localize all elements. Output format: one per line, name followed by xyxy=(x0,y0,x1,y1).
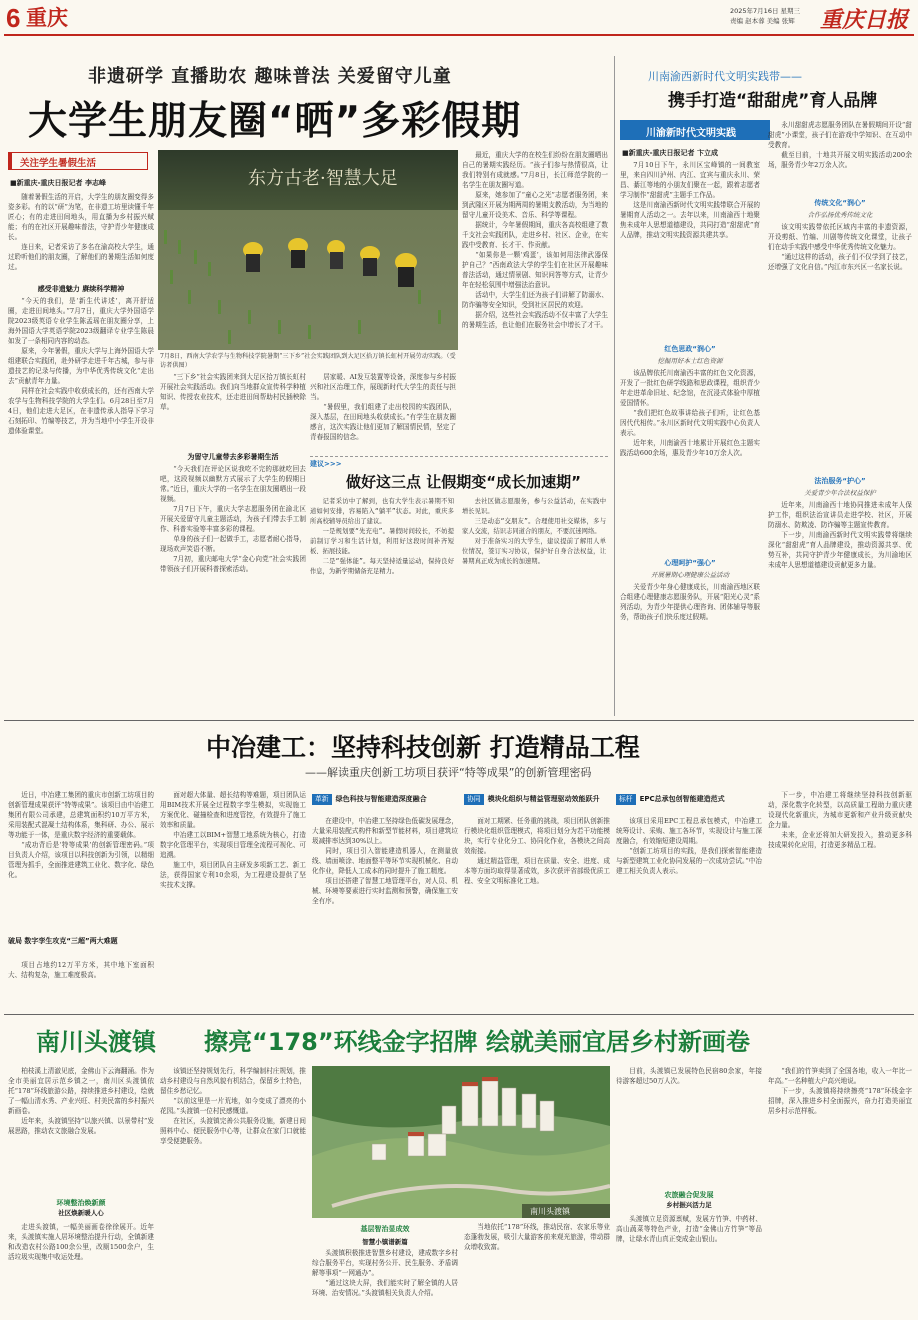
story3-col3-title: 绿色科技与智能建造深度融合 xyxy=(335,795,427,803)
page-number: 6 xyxy=(6,3,21,33)
paragraph: “暑假里，我们组建了走出校园的实践团队，深入基层，在田间地头收获成长。”有学生在朋友圈感言，这次实践让他们更加了解国情民情，坚定了青春报国的信念。 xyxy=(310,403,456,441)
paragraph: 永川甜甜虎志愿服务团队在暑假期间开设“甜甜虎”小课堂，孩子们在游戏中学知识、在互动中受教育。 xyxy=(768,121,912,149)
story2-col1 xyxy=(620,160,760,340)
story4-col4-sub2: 乡村振兴活力足 xyxy=(666,1201,712,1209)
paragraph: 面对超大体量、超长结构等难题，项目团队运用BIM技术开展全过程数字孪生模拟，实现施工方案优化、碰撞检查和进度管控，有效提升了施工效率和质量。 xyxy=(160,791,306,829)
paragraph: 面对工期紧、任务重的挑战，项目团队创新推行模块化组织管理模式，将项目划分为若干功能模块，实行专业化分工、协同化作业，各模块之间高效衔接。 xyxy=(464,817,610,855)
story2-label xyxy=(620,120,770,140)
paragraph: 该品牌依托川南渝西丰富的红色文化资源，开发了一批红色研学线路和思政课程，组织青少年走进革命旧址、纪念馆，在沉浸式体验中厚植爱国情怀。 xyxy=(620,369,760,407)
paragraph: 头渡镇立足资源禀赋，发展方竹笋、中药材、高山蔬菜等特色产业，打造“金佛山方竹笋”等品牌，让绿水青山真正变成金山银山。 xyxy=(616,1215,762,1243)
paragraph: 对于准备实习的大学生，建议提前了解用人单位情况，签订实习协议，保护好自身合法权益，让暑期真正成为成长的加速期。 xyxy=(462,538,606,565)
story1-col2-subhead: 为留守儿童带去多彩暑期生活 xyxy=(187,453,279,461)
story4-box-title: 基层智治显成效 xyxy=(360,1225,410,1233)
story4-col5a xyxy=(616,1214,762,1318)
paragraph: “我们的竹笋卖到了全国各地，收入一年比一年高。”一名种植大户高兴地说。 xyxy=(768,1067,912,1085)
story1-kicker: 非遗研学 直播助农 趣味普法 关爱留守儿童 xyxy=(88,66,452,87)
paragraph: 柏枝溪上清澈见底，金佛山下云海翻涌。作为全市美丽宜居示范乡镇之一，南川区头渡镇依托“178”环线旅游公路，持续推进乡村建设，绘就了一幅山清水秀、产业兴旺、村美民富的乡村振兴新画卷。 xyxy=(8,1067,154,1115)
newspaper-logo: 重庆日报 xyxy=(820,7,909,33)
story1-col1-subhead: 感受非遗魅力 赓续科学精神 xyxy=(37,285,125,293)
story4-box-sub: 智慧小镇谱新篇 xyxy=(362,1238,408,1246)
story1-byline: ■新重庆-重庆日报记者 李志峰 xyxy=(10,179,106,187)
story1-col3 xyxy=(310,372,456,452)
paragraph: 这是川南渝西新时代文明实践带联合开展的暑期育人活动之一。去年以来，川南渝西十地聚焦未成年人思想道德建设，共同打造“甜甜虎”育人品牌，推动文明实践资源共建共享。 xyxy=(620,201,760,239)
paragraph: 原来，今年暑假，重庆大学与上海外国语大学组建联合实践团，赴外研学走进千年古城，参与非遗技艺的记录与传播，为中华优秀传统文化“走出去”贡献青年力量。 xyxy=(8,347,154,385)
story4-col4-sub: 农旅融合促发展 xyxy=(664,1191,714,1199)
story2-sub3: 传统文化“润心” xyxy=(814,199,866,207)
story2-sub4-small: 关爱青少年合法权益保护 xyxy=(804,489,876,497)
story1-col4 xyxy=(462,150,608,446)
story2-byline: ■新重庆-重庆日报记者 卞立成 xyxy=(622,149,718,157)
date-line: 2025年7月16日 星期三 xyxy=(730,7,801,15)
paragraph: 近年来，川南渝西十地协同推进未成年人保护工作，组织法治宣讲员走进学校、社区，开展防溺水、防欺凌、防诈骗等主题宣传教育。 xyxy=(768,501,912,529)
commentary-label: 建议>>> xyxy=(310,460,342,468)
page-section-name: 重庆 xyxy=(26,6,68,30)
commentary-box xyxy=(310,456,608,714)
story3-col3-head xyxy=(312,790,458,805)
editors-line: 责编 赵本蓉 美编 张辉 xyxy=(730,17,795,25)
paragraph: 关爱青少年身心健康成长，川南渝西地区联合组建心理健康志愿服务队，开展“阳光心灵”系列活动，为青少年提供心理咨询、团体辅导等服务，帮助孩子们快乐度过假期。 xyxy=(620,583,760,621)
paragraph: 据介绍，这些社会实践活动不仅丰富了大学生的暑期生活，也让他们在服务社会中增长了才干。 xyxy=(462,311,608,329)
story2-col6 xyxy=(768,500,912,714)
story3-col6 xyxy=(768,790,912,1008)
story2-label-text: 川渝新时代文明实践 xyxy=(646,128,736,139)
paragraph: 项目还搭建了智慧工地管理平台，对人员、机械、环境等要素进行实时监测和预警，确保施工安全有序。 xyxy=(312,877,458,905)
paragraph: 当地依托“178”环线，推动民宿、农家乐等业态蓬勃发展，吸引大量游客前来观光旅游，带动群众增收致富。 xyxy=(464,1223,610,1251)
paragraph: 近年来，头渡镇坚持“以旅兴镇、以景带村”发展思路，推动农文旅融合发展。 xyxy=(8,1117,154,1135)
paragraph: 下一步，中冶建工将继续坚持科技创新驱动，深化数字化转型，以高质量工程助力重庆建设现代化新重庆，为城市更新和产业升级贡献央企力量。 xyxy=(768,791,912,829)
story1-col2 xyxy=(160,372,306,452)
tag-benchmark: 标杆 xyxy=(616,794,636,805)
story2-kicker: 川南渝西新时代文明实践带—— xyxy=(648,70,802,83)
story3-col2 xyxy=(160,790,306,1008)
story4-col1-sub: 环境整治焕新颜 xyxy=(56,1199,106,1207)
paragraph: “今天的我们，是‘新生代讲述’，离开舒适圈，走进田间地头。”7月7日，重庆大学外国语学院2023级英语专业学生陈孟瑶在朋友圈分享，上海外国语大学英语学院2023级翻译专业学生陈晨如发了一条相同内容的动态。 xyxy=(8,297,154,345)
paragraph: 随着暑假生活的开启，大学生的朋友圈变得多姿多彩。有的以“研”为笔，在非遗工坊里读懂千年匠心；有的走进田间地头，用直播为乡村振兴赋能；有的在社区开展趣味普法，守护青少年健康成长。 xyxy=(8,193,154,241)
paragraph: 活动中，大学生们还为孩子们讲解了防溺水、防诈骗等安全知识，受到社区居民的欢迎。 xyxy=(462,291,608,309)
paragraph: 最近，重庆大学的在校生们纷纷在朋友圈晒出自己的暑期实践经历。“孩子们参与热情很高，让我们特别有成就感。”7月8日，长江师范学院的一名学生在朋友圈写道。 xyxy=(462,151,608,189)
paragraph: 7月10日下午，永川区宝峰镇的一间教室里，来自四川泸州、内江、宜宾与重庆永川、荣昌、綦江等地的小朋友们聚在一起，跟着志愿者学习制作“甜甜虎”主题手工作品。 xyxy=(620,161,760,199)
paragraph: 走进头渡镇，一幅美丽画卷徐徐展开。近年来，头渡镇实施人居环境整治提升行动，全镇新建和改造农村公路100余公里，改厕1500余户，生活垃圾实现集中收运处理。 xyxy=(8,1223,154,1261)
story3-col1b xyxy=(8,960,154,1008)
paragraph: 去社区做志愿服务，参与公益活动，在实践中增长见识。 xyxy=(462,498,606,515)
story3-col3 xyxy=(312,816,458,1008)
story3-col5 xyxy=(616,816,762,1008)
paragraph: “以前这里是一片荒地，如今变成了漂亮的小花园。”头渡镇一位村民感慨道。 xyxy=(160,1097,306,1115)
story3-col5-title: EPC总承包创智能建造范式 xyxy=(639,795,725,803)
paragraph: 施工中，项目团队自主研发多项新工艺、新工法，获得国家专利10余项，为工程建设提供了坚实技术支撑。 xyxy=(160,861,306,889)
story4-box xyxy=(312,1222,458,1318)
paragraph: 二是“强体能”。每天坚持适量运动，保持良好作息，为新学期储备充足精力。 xyxy=(310,558,454,575)
paragraph: 居家暖、AI发互装置等设备，深度参与乡村振兴和社区治理工作，展现新时代大学生的责任与担当。 xyxy=(310,373,456,401)
story4-col3 xyxy=(312,1248,458,1318)
story1-photo-caption: 7月8日，西南大学农学与生物科技学院暑期“三下乡”社会实践团队到大足区拾万镇长虹村开展劳动实践。（受访者供图） xyxy=(160,353,456,369)
paragraph: 据统计，今年暑假期间，重庆各高校组建了数千支社会实践团队，走进乡村、社区、企业，在实践中受教育、长才干、作贡献。 xyxy=(462,221,608,249)
paragraph: “今天我们在评论区说我吃不完的那就吃回去吧，这段视频以幽默方式展示了大学生的假期日常。”近日，重庆大学的一名学生在朋友圈晒出一段视频。 xyxy=(160,465,306,503)
paragraph: 项目占地约12万平方米，其中地下室面积大、结构复杂，施工难度极高。 xyxy=(8,961,154,979)
paragraph: 在社区，头渡镇完善公共服务设施，新建日间照料中心、便民服务中心等，让群众在家门口就能享受便捷服务。 xyxy=(160,1117,306,1145)
story4-col1-sub2: 社区焕新暖人心 xyxy=(58,1209,104,1217)
masthead-rule xyxy=(4,34,914,36)
story4-photo xyxy=(312,1066,610,1218)
story2-col3 xyxy=(620,582,760,714)
story4-col1b xyxy=(8,1222,154,1318)
story2-sub2: 心理呵护“强心” xyxy=(664,559,716,567)
paragraph: 该镇还坚持规划先行，科学编制村庄规划，推动乡村建设与自然风貌有机结合，保留乡土特色，留住乡愁记忆。 xyxy=(160,1067,306,1095)
story3-col1-subhead-text: 破局 数字孪生攻克“三超”两大难题 xyxy=(8,937,118,945)
story2-sub2-small: 开展暑期心理健康公益活动 xyxy=(651,571,729,579)
divider xyxy=(614,56,615,716)
story3-col4 xyxy=(464,816,610,1008)
paragraph: 未来，企业还将加大研发投入，推动更多科技成果转化应用，打造更多精品工程。 xyxy=(768,831,912,849)
masthead xyxy=(0,0,918,38)
paragraph: 近日，中冶建工集团的重庆市创新工坊项目的创新管理成果获评“特等成果”。该项目由中冶建工集团有限公司承建，总建筑面积约10万平方米，采用装配式混凝土结构体系，集科研、办公、展示等功能于一体，是重庆数字经济的重要载体。 xyxy=(8,791,154,839)
town-photo xyxy=(312,1066,610,1218)
paragraph: “成功背后是‘特等成果’的创新管理密码。”项目负责人介绍，该项目以科技创新为引领，以精细管理为抓手，全面推进建筑工业化、数字化、绿色化。 xyxy=(8,841,154,879)
story2-col5 xyxy=(768,222,912,472)
story2-col2 xyxy=(620,368,760,554)
story4-col4 xyxy=(464,1222,610,1318)
story1-col1 xyxy=(8,192,154,282)
paragraph: 一是规划要“先充电”。暑假时间较长，不妨提前制订学习和生活计划，利用好这段时间补齐短板、拓展技能。 xyxy=(310,528,454,555)
paragraph: 该项目采用EPC工程总承包模式，中冶建工统筹设计、采购、施工各环节，实现设计与施工深度融合，有效缩短建设周期。 xyxy=(616,817,762,845)
story3-col1-subhead xyxy=(8,936,154,947)
paragraph: 头渡镇积极推进智慧乡村建设，建成数字乡村综合服务平台，实现村务公开、民生服务、矛盾调解等事项“一网通办”。 xyxy=(312,1249,458,1277)
story4-col5 xyxy=(768,1066,912,1318)
section-divider-2 xyxy=(4,1014,914,1015)
story1-headline: 大学生朋友圈“晒”多彩假期 xyxy=(28,99,522,144)
section-divider xyxy=(4,720,914,721)
paragraph: 中冶建工以BIM+智慧工地系统为核心，打造数字化管理平台，实现项目管理全流程可视化、可追溯。 xyxy=(160,831,306,859)
paragraph: 目前，头渡镇已发展特色民宿80余家，年接待游客超过50万人次。 xyxy=(616,1067,762,1085)
paragraph: 同样在社会实践中收获成长的，还有西南大学农学与生物科技学院的大学生们。6月28日至7月4日，他们走进大足区，在非遗传承人指导下学习石刻拓印、竹编等技艺，并为当地中小学生开设非遗体验课堂。 xyxy=(8,387,154,435)
photo-banner-text: 东方古老·智慧大足 xyxy=(248,168,398,189)
story2-col4 xyxy=(768,120,912,194)
story2-sub3-small: 合作弘扬优秀传统文化 xyxy=(807,211,873,219)
paragraph: 下一步，头渡镇将持续擦亮“178”环线金字招牌，深入推进乡村全面振兴，奋力打造美丽宜居乡村示范样板。 xyxy=(768,1087,912,1115)
story4-col4b xyxy=(616,1066,762,1186)
story4-headline-left: 南川头渡镇 xyxy=(36,1028,156,1056)
paragraph: “三下乡”社会实践团来到大足区拾万镇长虹村开展社会实践活动。我们向当地群众宣传科学种植知识、传授农业技术，还走进田间帮助村民插秧除草。 xyxy=(160,373,306,411)
paragraph: 近年来，川南渝西十地累计开展红色主题实践活动600余场，惠及青少年10万余人次。 xyxy=(620,439,760,457)
story3-headline: 中冶建工：坚持科技创新 打造精品工程 xyxy=(206,733,640,762)
rice-field-photo xyxy=(158,150,458,350)
story3-col4-title: 模块化组织与精益管理驱动效能跃升 xyxy=(487,795,600,803)
story1-col2b xyxy=(160,464,306,714)
paragraph: 同时，项目引入智能建造机器人，在测量放线、墙面喷涂、地面整平等环节实现机械化、自动化作业，降低人工成本的同时提升了施工精度。 xyxy=(312,847,458,875)
paragraph: “通过这块大屏，我们能实时了解全镇的人居环境、治安情况。”头渡镇相关负责人介绍。 xyxy=(312,1279,458,1297)
paragraph: 该文明实践带依托区域内丰富的非遗资源，开设剪纸、竹编、川剧等传统文化课堂，让孩子们在动手实践中感受中华优秀传统文化魅力。 xyxy=(768,223,912,251)
paragraph: 原来，她参加了“童心之光”志愿者服务团，来到武隆区开展为期两周的暑期支教活动，为当地的留守儿童开设美术、音乐、科学等课程。 xyxy=(462,191,608,219)
story2-sub1-small: 挖掘用好本土红色资源 xyxy=(657,357,723,365)
paragraph: 截至目前，十地共开展文明实践活动200余场，服务青少年2万余人次。 xyxy=(768,151,912,169)
story2-sub1: 红色思政“润心” xyxy=(664,345,716,353)
story2-sub4: 法治服务“护心” xyxy=(814,477,866,485)
commentary-col1 xyxy=(310,497,454,711)
story4-headline: 擦亮“178”环线金字招牌 绘就美丽宜居乡村新画卷 xyxy=(204,1028,750,1056)
paragraph: 7月初，重庆邮电大学“金心向党”社会实践团带领孩子们开展科普探索活动。 xyxy=(160,555,306,573)
commentary-title: 做好这三点 让假期变“成长加速期” xyxy=(346,473,581,491)
paragraph: 单身的孩子们一起做手工，志愿者耐心指导，现场欢声笑语不断。 xyxy=(160,535,306,553)
story3-col1 xyxy=(8,790,154,936)
tag-synergy: 协同 xyxy=(464,794,484,805)
column-label-text: 关注学生暑假生活 xyxy=(20,158,97,169)
commentary-col2 xyxy=(462,497,606,711)
story4-col2 xyxy=(160,1066,306,1318)
column-label xyxy=(8,152,148,170)
story1-col1b xyxy=(8,296,154,714)
paragraph: “通过这样的活动，孩子们不仅学到了技艺，还增强了文化自信。”内江市东兴区一名家长说。 xyxy=(768,253,912,271)
story2-headline: 携手打造“甜甜虎”育人品牌 xyxy=(668,91,878,111)
story3-col5-head xyxy=(616,790,762,805)
paragraph: 在建设中，中冶建工坚持绿色低碳发展理念，大量采用装配式构件和新型节能材料，项目建筑垃圾减排率达到30%以上。 xyxy=(312,817,458,845)
paragraph: 下一步，川南渝西新时代文明实践带将继续深化“甜甜虎”育人品牌建设，推动资源共享、优势互补，共同守护青少年健康成长，为川渝地区未成年人思想道德建设贡献更多力量。 xyxy=(768,531,912,569)
story3-col4-head xyxy=(464,790,610,805)
paragraph: “创新工坊项目的实践，是我们探索智能建造与新型建筑工业化协同发展的一次成功尝试。”中冶建工相关负责人表示。 xyxy=(616,847,762,875)
paragraph: 记者采访中了解到，也有大学生表示暑期不知道如何安排，容易陷入“躺平”状态。对此，重庆多所高校辅导员给出了建议。 xyxy=(310,498,454,525)
paragraph: 三是动态“交朋友”。合理使用社交媒体，多与家人交流，结识志同道合的朋友，不要沉迷网络。 xyxy=(462,518,606,535)
paragraph: 通过精益管理，项目在质量、安全、进度、成本等方面均取得显著成效，多次获评省部级优质工程、安全文明标准化工地。 xyxy=(464,857,610,885)
paragraph: “如果你是一颗‘鸡蛋’，该如何用法律武器保护自己？”西南政法大学的学生们在社区开展趣味普法活动，通过情景剧、知识问答等方式，让青少年在轻松氛围中增强法治意识。 xyxy=(462,251,608,289)
photo-caption-text: 南川头渡镇 xyxy=(530,1207,570,1216)
paragraph: “我们把红色故事讲给孩子们听，让红色基因代代相传。”永川区新时代文明实践中心负责人表示。 xyxy=(620,409,760,437)
story3-subhead: ——解读重庆创新工坊项目获评“特等成果”的创新管理密码 xyxy=(305,766,592,779)
paragraph: 连日来，记者采访了多名在渝高校大学生，通过聆听他们的朋友圈，了解他们的暑期生活如何度过。 xyxy=(8,243,154,271)
paragraph: 7月7日下午，重庆大学志愿服务团在渝北区开展关爱留守儿童主题活动，为孩子们带去手工制作、科普实验等丰富多彩的课程。 xyxy=(160,505,306,533)
story1-photo xyxy=(158,150,458,350)
story4-col1 xyxy=(8,1066,154,1194)
tag-innovation: 革新 xyxy=(312,794,332,805)
